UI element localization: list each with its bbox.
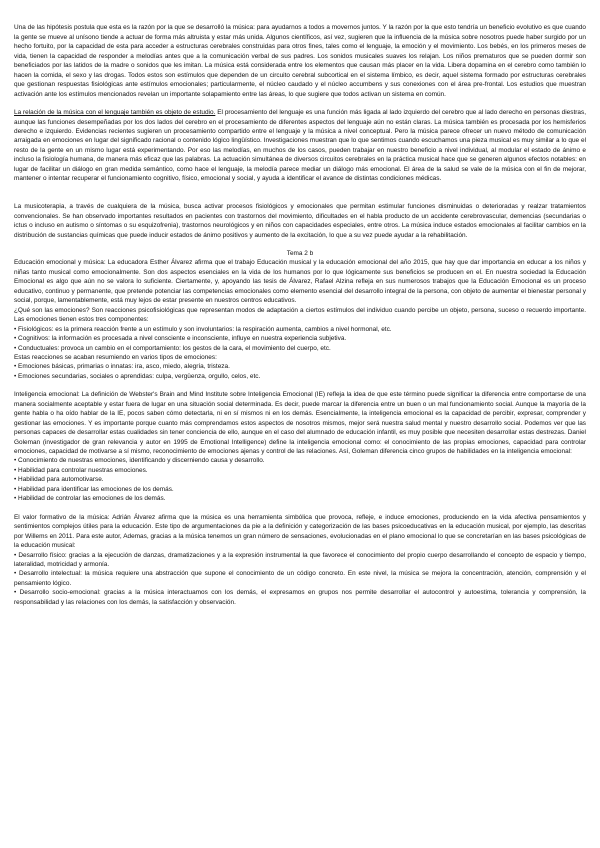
- paragraph-hypothesis: [14, 14, 586, 99]
- valor-text: El valor formativo de la música: Adrián Álvarez afirma que la música es una herramienta simbólica que provoca, refleje, e induce emociones, produciendo en la vida afectiva pensamientos y sentimientos complejos útiles para la educación. Este tipo de argumentaciones da pie a la definición y categorización de las bases psicoeducativas en la educación musical, por ejemplo, las descritas por Willems en 2011. Para este autor, Ademas, gracias a la música tenemos un gran número de sensaciones, evolucionadas en el plano emocional lo que se concretarían en las bases psicológicas de la educación musical:: [14, 513, 586, 550]
- skill-item: • Habilidad para identificar las emociones de los demás.: [14, 485, 174, 493]
- skill-item: • Habilidad de controlar las emociones de los demás.: [14, 495, 166, 503]
- skill-item: • Habilidad para controlar nuestras emociones.: [14, 466, 148, 474]
- component-item: • Cognitivos: la información es procesada a nivel consciente e inconsciente, influye en nuestra experiencia subjetiva.: [14, 335, 347, 343]
- component-item: • Fisiológicos: es la primera reacción frente a un estímulo y son involuntarios: la respiración aumenta, cambios a nivel hormonal, etc.: [14, 325, 392, 333]
- paragraph-text: El procesamiento del lenguaje es una función más ligada al lado izquierdo del cerebro que al lado derecho en personas diestras, aunque las funciones desempeñadas por los dos lados del cerebro en el procesamiento de diferentes aspectos del lenguaje aún no están claras. La música también es procesada por los hemisferios derecho e izquierdo. Evidencias recientes sugieren un procesamiento compartido entre el lenguaje y la música a nivel conceptual. Pero la música parece ofrecer un nuevo método de comunicación arraigada en emociones en lugar del significado racional o contenido lógico lingüístico. Investigaciones muestran que lo que sentimos cuando escuchamos una pieza musical es muy similar a lo que el resto de la gente en un mismo lugar está experimentando. Por eso las melodías, en muchos de los casos, pueden trabajar en nuestro beneficio a nivel individual, al modular el estado de ánimo e incluso la fisiología humana, de manera más eficaz que las palabras. La actuación simultánea de diversos circuitos cerebrales en la práctica musical hace que se generen algunos efectos notables: en lugar de facilitar un diálogo en gran medida semántico, como hace el lenguaje, la melodía parece mediar un diálogo más emocional. El área de la salud se vale de la música con el fin de mejorar, mantener o intentar recuperar el funcionamiento cognitivo, físico, emocional y social, y ayuda a identificar el avance de distintas condiciones médicas.: [14, 109, 586, 183]
- inteligencia-text: Inteligencia emocional: La definición de Webster's Brain and Mind Institute sobre Inteligencia Emocional (IE) refleja la idea de que este término puede significar la diferencia entre comportarse de una manera socialmente aceptable y estar fuera de lugar en una situación social determinada. Es decir, puede marcar la diferencia entre un buen o un mal funcionamiento social. Aunque la mayoría de la gente habla o ha oído hablar de la IE, pocos saben cómo detectarla, ni en sí mismos ni en los demás. Esencialmente, la inteligencia emocional es la capacidad de percibir, expresar, comprender y gestionar las emociones. Y es importante porque cuanto más comprendamos estos aspectos de nosotros mismos, mejor será nuestra salud mental y nuestro desarrollo social. Podemos ver que las personas capaces de desarrollar estas cualidades sin tener conciencia de ello, aunque en el caso del alumnado de educación infantil, es muy posible que necesiten desarrollar estas destrezas. Daniel Goleman (investigador de gran relevancia y autor en 1995 de Emotional Intelligence) define la inteligencia emocional como: el conocimiento de las propias emociones, capacidad para controlar emociones, capacidad de motivarse a sí mismo, reconocimiento de emociones ajenas y control de las relaciones. Así, Goleman diferencia cinco grupos de habilidades en la inteligencia emocional:: [14, 391, 586, 456]
- paragraph-musicotherapy: [14, 193, 586, 240]
- paragraph-text: La musicoterapia, a través de cualquiera de la música, busca activar procesos fisiológicos y emocionales que permitan estimular funciones disminuidas o deterioradas y realzar tratamientos convencionales. Se han observado importantes resultados en pacientes con trastornos del movimiento, dificultades en el habla producto de un accidente cerebrovascular, demencias (secundarias o ictus o incluso en autismo o síntomas o su esquizofrenia), trastornos neurológicos y en niños con capacidades especiales, entre otros. La música induce estados emocionales al facilitar cambios en la distribución de sustancias químicas que puede inducir estados de ánimo positivos y aumento de la excitación, lo que a su vez puede ayudar a la rehabilitación.: [14, 203, 586, 239]
- underlined-lead: La relación de la música con el lenguaje también es objeto de estudio.: [14, 109, 216, 117]
- paragraph-text: Una de las hipótesis postula que esta es la razón por la que se desarrolló la música: para ayudarnos a todos a movernos juntos. Y la razón por la que esto tendría un beneficio evolutivo es que cuando la gente se mueve al unísono tiende a actuar de forma más altruista y estar más unida. Algunos científicos, así vez, sugieren que la influencia de la música sobre nosotros puede haber surgido por un hecho fortuito, por la capacidad de esta para acceder a estructuras cerebrales construidas para otros fines, tales como el lenguaje, la emoción y el movimiento. Los bebés, en los primeros meses de vida, tienen la capacidad de responder a melodías antes que a la comunicación verbal de sus padres. Los sonidos musicales suaves los relajan. Los niños prematuros que se pueden dormir son beneficiados por las latidos de la madre o sonidos que les imitan. La música está considerada entre los elementos que causan más placer en la vida. Libera dopamina en el cerebro como también lo hacen la comida, el sexo y las drogas. Todos estos son estímulos que dependen de un circuito cerebral subcortical en el sistema límbico, es decir, aquel sistema formado por estructuras cerebrales que gestionan respuestas fisiológicas ante estímulos emocionales; particularmente, el núcleo caudado y el núcleo accumbens y sus conexiones con el área pre-frontal. Los estudios que muestran activación ante los estímulos mencionados revelan un importante solapamiento entre las áreas, lo que sugiere que todos activan un sistema en común.: [14, 24, 586, 98]
- emotion-type-item: • Emociones secundarias, sociales o aprendidas: culpa, vergüenza, orgullo, celos, etc.: [14, 372, 261, 380]
- emotions-question: ¿Qué son las emociones? Son reacciones psicofisiológicas que representan modos de adaptación a ciertos estímulos del individuo cuando percibe un objeto, persona, suceso o recuerdo importante. Las emociones tienen estos tres componentes:: [14, 306, 586, 324]
- emotion-type-item: • Emociones básicas, primarias o innatas: ira, asco, miedo, alegría, tristeza.: [14, 363, 230, 371]
- skill-item: • Conocimiento de nuestras emociones, identificando y discerniendo causa y desarrollo.: [14, 457, 265, 465]
- development-item: • Desarrollo físico: gracias a la ejecución de danzas, dramatizaciones y a la expresión instrumental la que favorece el conocimiento del propio cuerpo desarrollando el concepto de espacio y tiempo, lateralidad, motricidad y armonía.: [14, 551, 586, 569]
- paragraph-language: [14, 108, 586, 184]
- types-intro: Estas reacciones se acaban resumiendo en varios tipos de emociones:: [14, 353, 217, 361]
- section-inteligencia-emocional: [14, 390, 586, 503]
- skill-item: • Habilidad para automotivarse.: [14, 476, 104, 484]
- topic-heading: Tema 2 b: [286, 249, 314, 257]
- component-item: • Conductuales: provoca un cambio en el comportamiento: los gestos de la cara, el movimiento del cuerpo, etc.: [14, 344, 331, 352]
- section-educacion-emocional: [14, 258, 586, 381]
- development-item: • Desarrollo intelectual: la música requiere una abstracción que supone el conocimiento de un código concreto. En este nivel, la música se mejora la concentración, atención, comprensión y el pensamiento lógico.: [14, 570, 586, 587]
- section-valor-formativo: [14, 513, 586, 608]
- development-item: • Desarrollo socio-emocional: gracias a la música interactuamos con los demás, el expresamos en grupos nos permite desarrollar el autocontrol y autoestima, tolerancia y comprensión, la responsabilidad y las relaciones con los demás, la satisfacción y observación.: [14, 589, 586, 606]
- educacion-intro: Educación emocional y música: La educadora Esther Álvarez afirma que el trabajo Educación musical y la educación emocional del año 2015, que hay que dar importancia en educar a los niños y niñas tanto musical como emocionalmente. Son dos aspectos esenciales en la vida de los humanos por lo que lógicamente sus beneficios se producen en el. En nuestra sociedad la Educación Emocional es algo que aún no se valora lo suficiente. Ciertamente, y, apoyando las tesis de Álvarez, Rafael Alzina refleja en sus numerosos trabajos que la Educación Emocional es un proceso educativo, continuo y permanente, que pretende potenciar las competencias emocionales como elemento esencial del desarrollo integral de la persona, con objeto de aumentar el bienestar personal y social, porque, lamentablemente, está muy lejos de estar presente en nuestros centros educativos.: [14, 259, 586, 305]
